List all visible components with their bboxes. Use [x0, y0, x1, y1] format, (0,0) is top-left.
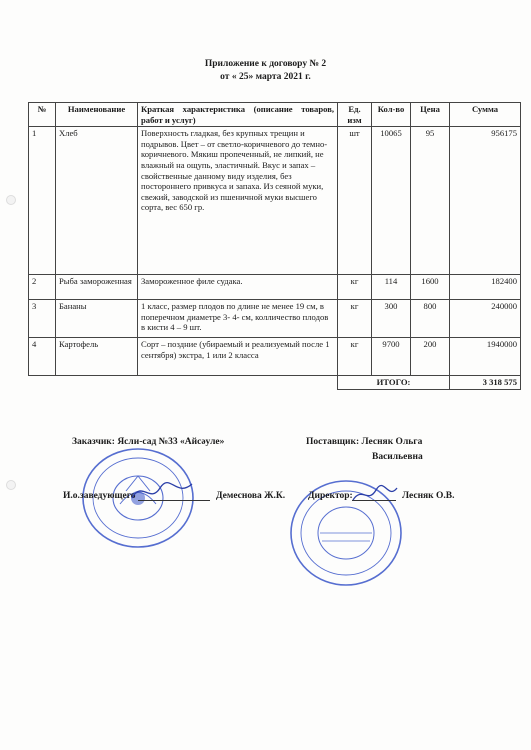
total-label: ИТОГО: — [338, 376, 450, 390]
cell-price: 95 — [411, 127, 450, 275]
col-header: Наименование — [56, 103, 138, 127]
header-line-2: от « 25» марта 2021 г. — [220, 72, 311, 82]
cell-name: Рыба замороженная — [56, 275, 138, 300]
cell-qty: 300 — [372, 300, 411, 338]
cell-price: 200 — [411, 338, 450, 376]
cell-desc: Поверхность гладкая, без крупных трещин и подрывов. Цвет – от светло-коричневого до темно-коричневого. Мякиш пропеченный, не липкий, не влажный на ощупь, эластичный. Вкус и запах – свойственные данному виду изделия, без постороннего привкуса и запаха. Из сеяной муки, свежий, заводской из пшеничной муки высшего сорта, вес 650 гр. — [138, 127, 338, 275]
punch-hole — [6, 195, 16, 205]
cell-num: 4 — [29, 338, 56, 376]
cell-sum: 1940000 — [450, 338, 521, 376]
customer-label: Заказчик: Ясли-сад №33 «Айсәуле» — [72, 437, 225, 447]
cell-unit: кг — [338, 338, 372, 376]
cell-unit: кг — [338, 300, 372, 338]
cell-price: 800 — [411, 300, 450, 338]
cell-desc: Сорт – поздние (убираемый и реализуемый после 1 сентября) экстра, 1 или 2 класса — [138, 338, 338, 376]
cell-sum: 956175 — [450, 127, 521, 275]
col-header: Ед. изм — [338, 103, 372, 127]
cell-unit: шт — [338, 127, 372, 275]
supplier-label-2: Васильевна — [372, 452, 423, 462]
cell-unit: кг — [338, 275, 372, 300]
cell-qty: 9700 — [372, 338, 411, 376]
customer-signature — [128, 478, 198, 506]
cell-sum: 240000 — [450, 300, 521, 338]
col-header: Кол-во — [372, 103, 411, 127]
header-line-1: Приложение к договору № 2 — [204, 59, 327, 69]
col-header: Краткая характеристика (описание товаров, работ и услуг) — [138, 103, 338, 127]
table-row — [29, 127, 521, 275]
total-row — [29, 376, 521, 390]
supplier-label: Поставщик: Лесняк Ольга — [306, 437, 423, 447]
col-header: Цена — [411, 103, 450, 127]
col-header: Сумма — [450, 103, 521, 127]
cell-desc: Замороженное филе судака. — [138, 275, 338, 300]
supplier-name: Лесняк О.В. — [402, 491, 455, 501]
supplier-signature — [350, 482, 400, 506]
supplier-role: Директор: — [308, 491, 353, 501]
cell-qty: 10065 — [372, 127, 411, 275]
cell-name: Картофель — [56, 338, 138, 376]
cell-qty: 114 — [372, 275, 411, 300]
table-header-row — [29, 103, 521, 127]
punch-hole — [6, 480, 16, 490]
col-header: № — [29, 103, 56, 127]
table-row — [29, 300, 521, 338]
cell-num: 1 — [29, 127, 56, 275]
cell-desc: 1 класс, размер плодов по длине не менее 19 см, в поперечном диаметре 3- 4- см, колличество плодов в кисти 4 – 9 шт. — [138, 300, 338, 338]
cell-name: Хлеб — [56, 127, 138, 275]
cell-name: Бананы — [56, 300, 138, 338]
cell-price: 1600 — [411, 275, 450, 300]
total-value: 3 318 575 — [450, 376, 521, 390]
cell-num: 2 — [29, 275, 56, 300]
customer-role: И.о.заведующего — [63, 491, 136, 501]
table-row — [29, 338, 521, 376]
customer-name: Демеснова Ж.К. — [216, 491, 286, 501]
table-row — [29, 275, 521, 300]
cell-sum: 182400 — [450, 275, 521, 300]
cell-num: 3 — [29, 300, 56, 338]
items-table — [28, 102, 521, 390]
